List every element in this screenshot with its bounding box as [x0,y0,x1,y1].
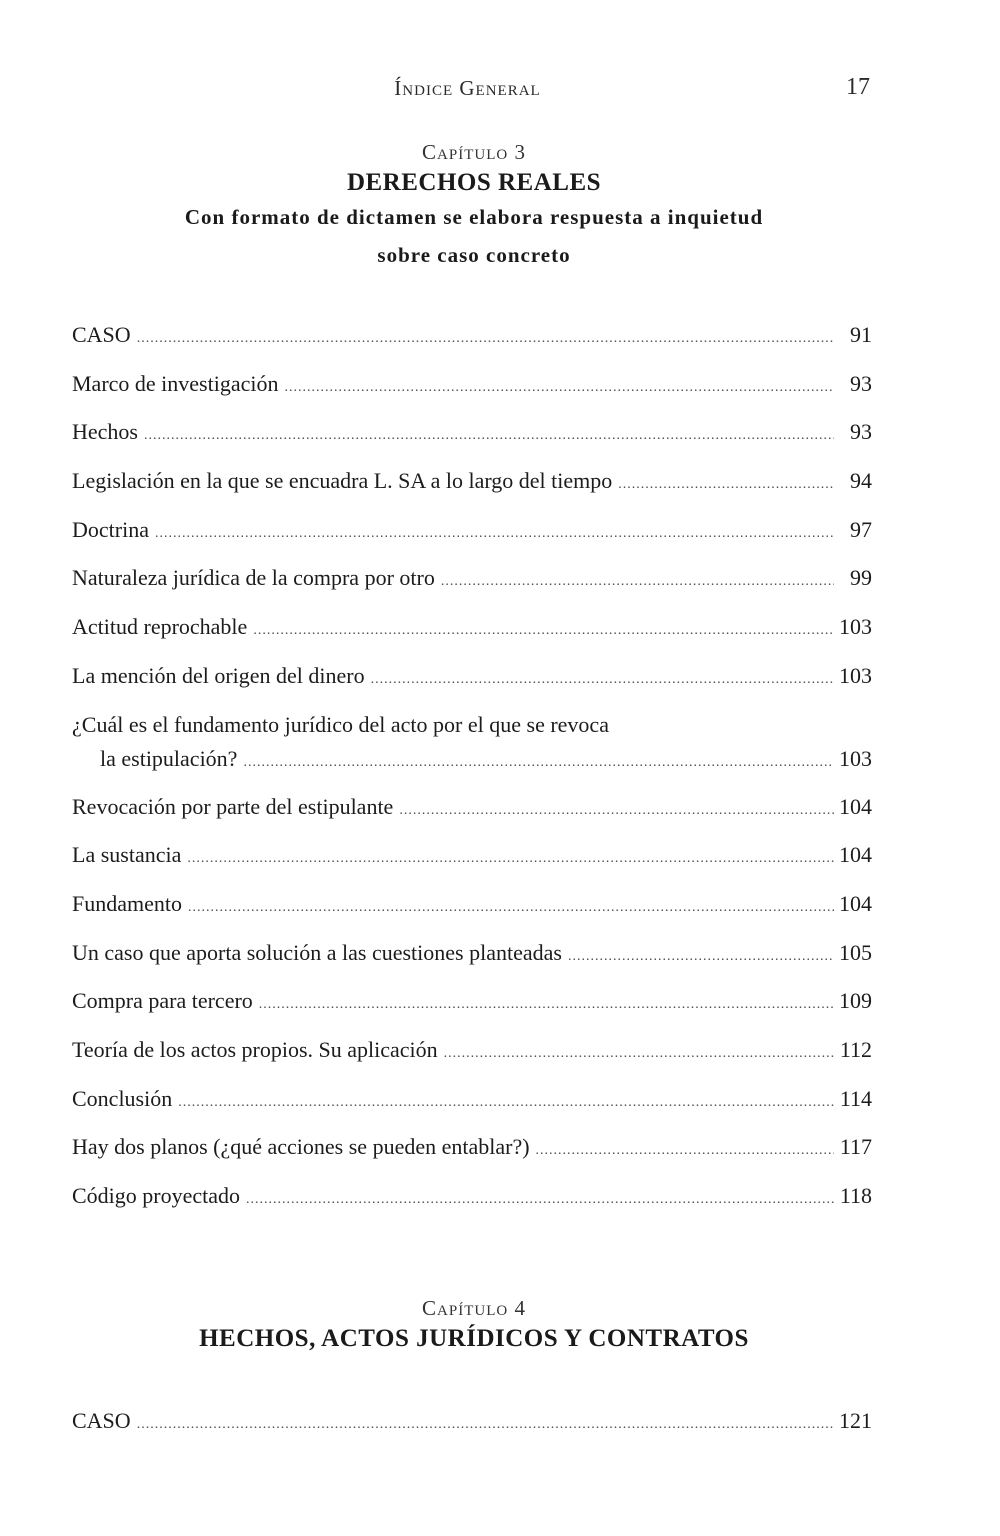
dot-leader [243,746,834,780]
dot-leader [259,988,834,1022]
dot-leader [399,794,834,828]
toc-entry-page: 114 [839,1085,872,1111]
toc-entry-title: Código proyectado [72,1183,241,1208]
dot-leader [441,565,834,599]
dot-leader [178,1086,834,1120]
toc-entry-title: La sustancia [72,842,182,868]
toc-entry-title: Naturaleza jurídica de la compra por otro [72,565,435,591]
toc-entry-page: 103 [839,662,872,688]
toc-entry[interactable] [72,936,872,985]
dot-leader [568,940,834,974]
toc-chapter-3 [72,318,872,1228]
chapter-subtitle-line-1: Con formato de dictamen se elabora respuesta a inquietud [184,205,764,229]
dot-leader [137,322,834,356]
toc-entry-title: Fundamento [72,890,182,916]
toc-entry-title: CASO [72,322,131,347]
toc-chapter-4 [72,1404,872,1453]
toc-entry[interactable] [72,1130,872,1179]
chapter-label: Capítulo 4 [422,1296,526,1320]
dot-leader [371,663,834,697]
toc-entry-page: 94 [850,468,872,494]
dot-leader [155,517,834,551]
toc-entry-title: Actitud reprochable [72,614,248,640]
toc-entry-title: Legislación en la que se encuadra L. SA a lo largo del tiempo [72,468,613,494]
running-title: Índice General [394,76,541,100]
toc-entry[interactable] [72,1082,872,1131]
toc-entry-page: 121 [839,1408,872,1433]
running-head [0,76,1000,106]
toc-entry-title: La mención del origen del dinero [72,662,365,688]
chapter-title: DERECHOS REALES [346,169,602,196]
toc-entry[interactable] [72,415,872,464]
toc-entry-page: 104 [839,793,872,819]
dot-leader [188,891,834,925]
dot-leader [285,371,835,405]
toc-entry-title: Compra para tercero [72,988,253,1014]
toc-entry-page: 99 [850,565,872,591]
toc-entry-page: 105 [839,939,872,965]
chapter-4-header [70,1296,878,1353]
toc-entry-title: Revocación por parte del estipulante [72,793,394,819]
toc-entry[interactable] [72,464,872,513]
chapter-3-header [70,140,878,273]
toc-entry-title: Un caso que aporta solución a las cuestiones planteadas [72,939,562,965]
toc-entry-title: Marco de investigación [72,370,279,396]
toc-entry-title: CASO [72,1408,131,1433]
toc-entry[interactable] [72,1404,872,1453]
toc-entry-title: Conclusión [72,1085,173,1111]
dot-leader [444,1037,834,1071]
dot-leader [536,1134,834,1168]
toc-entry[interactable] [72,367,872,416]
toc-entry-page: 104 [839,842,872,868]
toc-entry-page: 109 [839,988,872,1014]
toc-entry[interactable] [72,838,872,887]
chapter-label: Capítulo 3 [422,140,526,164]
toc-entry-page: 118 [839,1183,872,1208]
toc-entry[interactable] [72,1033,872,1082]
toc-entry-page: 91 [850,322,872,347]
dot-leader [253,614,834,648]
toc-entry[interactable] [72,610,872,659]
toc-entry-page: 104 [839,890,872,916]
toc-entry[interactable] [72,708,872,790]
toc-entry[interactable] [72,790,872,839]
toc-entry-page: 117 [839,1134,872,1160]
toc-entry-title: Teoría de los actos propios. Su aplicación [72,1036,438,1062]
toc-entry[interactable] [72,318,872,367]
toc-entry-title-line-2: la estipulación? [100,745,238,771]
page-number: 17 [846,74,870,100]
toc-entry-page: 112 [839,1036,872,1062]
toc-entry[interactable] [72,561,872,610]
toc-entry[interactable] [72,984,872,1033]
toc-entry-page: 93 [850,370,872,396]
toc-entry[interactable] [72,513,872,562]
toc-entry-title: Hechos [72,419,138,445]
dot-leader [187,842,834,876]
toc-entry-page: 93 [850,419,872,445]
toc-entry[interactable] [72,659,872,708]
toc-entry-page: 97 [850,516,872,542]
toc-entry[interactable] [72,1179,872,1228]
chapter-subtitle-line-2: sobre caso concreto [377,243,571,267]
dot-leader [246,1183,834,1217]
dot-leader [137,1408,834,1442]
toc-entry-page: 103 [839,614,872,640]
toc-entry[interactable] [72,887,872,936]
toc-entry-title: Doctrina [72,516,149,542]
chapter-title: HECHOS, ACTOS JURÍDICOS Y CONTRATOS [199,1325,749,1352]
toc-entry-title: Hay dos planos (¿qué acciones se pueden entablar?) [72,1134,530,1160]
dot-leader [144,419,834,453]
dot-leader [618,468,834,502]
toc-entry-title-line-1: ¿Cuál es el fundamento jurídico del acto por el que se revoca [72,711,609,737]
toc-entry-page: 103 [839,745,872,771]
